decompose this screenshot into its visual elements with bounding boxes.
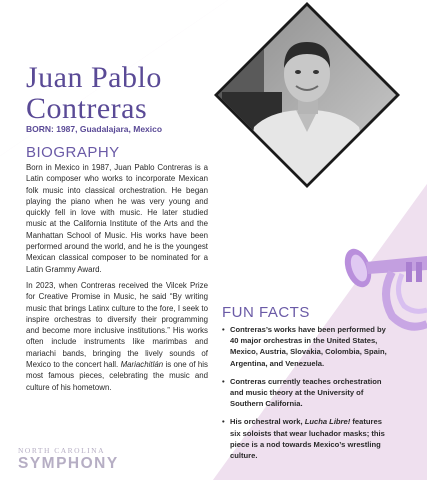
logo-title: SYMPHONY <box>18 455 119 472</box>
symphony-logo <box>18 446 119 472</box>
fun-fact-item <box>222 416 392 461</box>
fun-fact-item: • Contreras currently teaches orchestration and music theory at the University of Southern California. <box>222 376 392 410</box>
logo-subtitle: NORTH CAROLINA <box>18 446 106 455</box>
biography-paragraph-1: Born in Mexico in 1987, Juan Pablo Contreras is a Latin composer who works to incorporate Mexican folk music into classical orchestration. He began playing the piano when he was very young and quickly fell in love with music. He later studied music at the California Institute of the Arts and the Manhattan School of Music. His works have been performed around the world, and he is the youngest Mexican classical composer to be nominated for a Latin Grammy Award. <box>26 163 208 274</box>
fun-facts-heading: FUN FACTS <box>222 304 310 321</box>
composer-portrait <box>214 2 400 188</box>
fun-fact-item: • Contreras’s works have been performed by 40 major orchestras in the United States, Mexico, Austria, Slovakia, Colombia, Spain, Argentina, and Venezuela. <box>222 324 392 369</box>
composer-name-first: Juan Pablo Contreras <box>26 61 162 125</box>
biography-body <box>26 162 208 398</box>
biography-heading: BIOGRAPHY <box>26 144 120 161</box>
trumpet-icon <box>332 244 427 344</box>
composer-name <box>26 62 162 124</box>
work-title: Lucha Libre! <box>304 417 351 427</box>
born-info: BORN: 1987, Guadalajara, Mexico <box>26 124 163 134</box>
fun-fact-text: His orchestral work, <box>230 417 305 427</box>
biography-paragraph-2-text: In 2023, when Contreras received the Vilcek Prize for Creative Promise in Music, he said “By writing music that brings Latinx culture to the fore, I seek to inspire orchestras to diversify their programming and become more inclusive institutions.” His works often include instruments like marimbas and mariachi bands, bringing the lively sounds of Mexico to the concert hall. <box>26 280 208 370</box>
fun-fact-text-end: features six soloists that wear luchador masks; this piece is a nod towards Mexico’s wrestling culture. <box>230 417 385 461</box>
biography-paragraph-2 <box>26 280 208 393</box>
fun-facts-list <box>222 324 392 468</box>
work-title: Mariachitlán <box>120 360 164 370</box>
biography-paragraph-2-end: is one of his most famous pieces, celebrating the music and culture of his hometown. <box>26 360 208 392</box>
